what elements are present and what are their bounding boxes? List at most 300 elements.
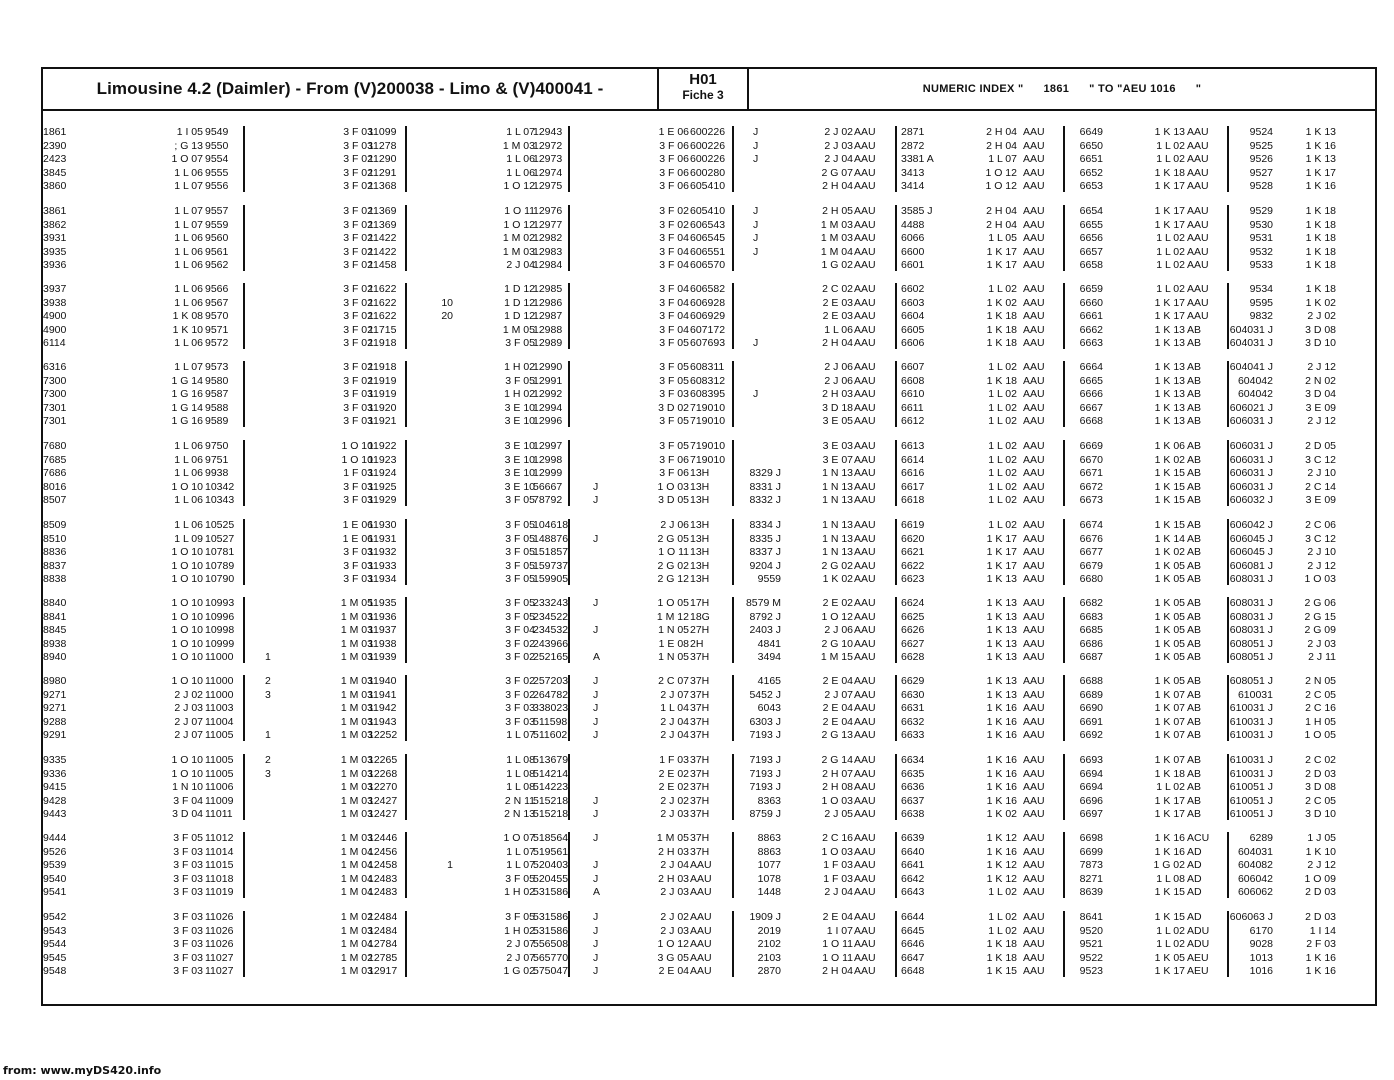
entry-field: 11015 (205, 859, 234, 872)
entry-field: AAU (854, 205, 876, 217)
entry-field: 6639 (901, 832, 925, 844)
entry-field: 3 F 06 (659, 453, 689, 466)
entry-field: 2 J 12 (1307, 361, 1336, 373)
entry-field: 1 K 02 (986, 296, 1017, 309)
entry-field: 2 J 12 (1307, 859, 1336, 872)
entry-field: 1 L 02 (988, 467, 1017, 480)
index-entry (43, 259, 1373, 272)
entry-field: 6660 (1079, 296, 1103, 309)
entry-field: AAU (854, 924, 876, 937)
entry-field: 1 K 02 (1154, 453, 1185, 466)
entry-field: 1 O 03 (821, 794, 853, 807)
entry-field: 1 O 03 (1304, 573, 1336, 586)
entry-field: 6676 (1079, 532, 1103, 545)
entry-field: 3937 (43, 283, 67, 295)
entry-field: 9529 (1249, 205, 1273, 217)
entry-field: AAU (854, 781, 876, 794)
entry-field: 515218 (533, 808, 569, 821)
entry-field: 3 F 03 (505, 702, 535, 715)
entry-field: AAU (1187, 245, 1209, 258)
entry-field: 3 F 03 (173, 911, 203, 923)
entry-field: 1 M 03 (340, 794, 373, 807)
index-entry (43, 219, 1373, 232)
entry-field: 1 K 16 (986, 845, 1017, 858)
entry-field: AAU (1023, 480, 1045, 493)
entry-field: 9291 (43, 729, 67, 742)
entry-field: 3 F 03 (173, 886, 203, 899)
entry-field: 3 F 05 (659, 415, 689, 428)
index-to: " TO "AEU 1016 (1089, 83, 1176, 95)
entry-field: 1 K 16 (1154, 845, 1185, 858)
entry-field: 6693 (1079, 754, 1103, 766)
entry-field: 13H (690, 467, 710, 480)
entry-field: AAU (854, 845, 876, 858)
entry-field: 6689 (1079, 688, 1103, 701)
entry-field: 719010 (690, 440, 726, 452)
entry-field: 1 K 16 (986, 754, 1017, 766)
entry-field: 3 F 02 (343, 205, 373, 217)
entry-field: 6316 (43, 361, 67, 373)
entry-field: 3 F 03 (343, 139, 373, 152)
entry-field: 3 F 03 (343, 415, 373, 428)
entry-field: 2 G 05 (657, 532, 689, 545)
entry-field: 3 F 03 (505, 715, 535, 728)
entry-field: 3 F 02 (343, 153, 373, 166)
index-entry (43, 519, 1373, 532)
entry-field: J (593, 859, 599, 872)
entry-field: AAU (1023, 153, 1045, 166)
entry-field: 7193 J (749, 781, 781, 794)
entry-field: 2 G 07 (821, 166, 853, 179)
entry-field: AAU (854, 965, 876, 978)
entry-field: 3 F 06 (659, 153, 689, 166)
entry-field: AAU (1023, 832, 1045, 844)
entry-field: 1 K 16 (986, 715, 1017, 728)
entry-field: 1 M 03 (340, 781, 373, 794)
entry-field: 2 (265, 675, 271, 687)
entry-field: 1 O 03 (657, 480, 689, 493)
entry-field: 1 K 18 (986, 323, 1017, 336)
entry-field: 1 K 13 (1154, 337, 1185, 350)
entry-field: 8337 J (749, 546, 781, 559)
entry-field: AAU (854, 323, 876, 336)
entry-field: 2102 (757, 938, 781, 951)
entry-field: 9554 (205, 153, 229, 166)
entry-field: AAU (1187, 259, 1209, 272)
entry-field: 6607 (901, 361, 925, 373)
entry-field: 2 J 11 (1308, 651, 1336, 664)
entry-field: 6692 (1079, 729, 1103, 742)
entry-field: AAU (854, 153, 876, 166)
entry-field: J (753, 153, 759, 166)
entry-field: 9544 (43, 938, 67, 951)
entry-field: 8334 J (749, 519, 781, 531)
entry-field: 12785 (368, 951, 398, 964)
entry-field: 9534 (1249, 283, 1273, 295)
entry-field: 3494 (757, 651, 781, 664)
entry-field: 11933 (368, 559, 397, 572)
entry-field: J (593, 494, 599, 507)
entry-field: 1 K 13 (986, 637, 1017, 650)
entry-field: 1 M 03 (340, 729, 373, 742)
entry-field: 1 K 13 (986, 624, 1017, 637)
entry-field: 11458 (368, 259, 397, 272)
entry-field: AAU (854, 911, 876, 923)
entry-field: 1 M 03 (340, 637, 373, 650)
entry-field: 2 E 04 (822, 911, 853, 923)
entry-field: 3845 (43, 166, 67, 179)
entry-field: 1 O 07 (503, 832, 535, 844)
entry-field: 604042 (1237, 388, 1273, 401)
entry-field: 3 F 05 (659, 337, 689, 350)
entry-field: ADU (1187, 924, 1210, 937)
entry-field: 7686 (43, 467, 67, 480)
entry-field: 8329 J (749, 467, 781, 480)
entry-field: AAU (1023, 374, 1045, 387)
entry-field: 11006 (205, 781, 234, 794)
entry-field: 1 M 05 (340, 597, 373, 609)
entry-field: 11099 (368, 126, 397, 138)
entry-field: 1 L 08 (506, 781, 535, 794)
entry-field: 8641 (1079, 911, 1103, 923)
entry-field: 2 J 04 (506, 259, 535, 272)
entry-field: 1 H 02 (504, 924, 535, 937)
entry-field: 2 J 07 (174, 729, 203, 742)
entry-field: 1 K 17 (1154, 296, 1185, 309)
entry-field: 2 J 04 (824, 886, 853, 899)
entry-field: 604031 (1237, 845, 1273, 858)
entry-field: 1 K 18 (986, 951, 1017, 964)
entry-field: 2 C 06 (1305, 519, 1336, 531)
entry-field: AAU (854, 337, 876, 350)
entry-field: 9548 (43, 965, 67, 978)
entry-field: AAU (1023, 859, 1045, 872)
entry-field: 10 (441, 296, 453, 309)
entry-field: 2 G 10 (821, 637, 853, 650)
entry-field: AAU (1023, 637, 1045, 650)
entry-field: 1 K 13 (1154, 415, 1185, 428)
entry-field: 13H (690, 546, 710, 559)
entry-field: 11622 (368, 310, 397, 323)
entry-field: 1 O 12 (821, 610, 853, 623)
index-body (43, 111, 1375, 1004)
entry-field: AAU (854, 180, 876, 193)
entry-field: 608395 (690, 388, 726, 401)
entry-field: 7300 (43, 374, 67, 387)
entry-field: 3 F 02 (343, 218, 373, 231)
entry-field: 2 G 09 (1304, 624, 1336, 637)
entry-field: 3 F 04 (505, 624, 535, 637)
entry-field: 3 D 10 (1305, 337, 1336, 350)
entry-field: 3861 (43, 205, 67, 217)
entry-field: 8509 (43, 519, 67, 531)
entry-field: 2 J 06 (824, 374, 853, 387)
entry-field: 1 K 18 (1305, 232, 1336, 245)
entry-field: AAU (854, 126, 876, 138)
entry-field: 6623 (901, 573, 925, 586)
entry-field: 234522 (533, 610, 569, 623)
entry-field: 3 E 10 (504, 453, 535, 466)
entry-field: AAU (854, 859, 876, 872)
entry-field: 12974 (533, 166, 563, 179)
entry-field: 3381 A (901, 153, 934, 166)
entry-field: 1 K 14 (1154, 532, 1185, 545)
entry-field: 1 K 06 (1154, 440, 1185, 452)
entry-field: 2 H 04 (822, 180, 853, 193)
entry-field: 9543 (43, 924, 67, 937)
entry-field: AEU (1187, 951, 1209, 964)
entry-field: 1 F 03 (823, 872, 853, 885)
entry-field: 12427 (368, 808, 398, 821)
entry-field: 8863 (757, 832, 781, 844)
index-entry (43, 283, 1373, 296)
entry-field: 1 L 02 (988, 415, 1017, 428)
entry-field: 1 M 03 (340, 965, 373, 978)
entry-field: 608031 J (1229, 610, 1273, 623)
entry-field: 1 O 10 (171, 546, 203, 559)
entry-field: 2 J 03 (660, 924, 689, 937)
entry-field: 6672 (1079, 480, 1103, 493)
entry-field: 6601 (901, 259, 925, 272)
entry-field: 6644 (901, 911, 925, 923)
entry-field: 12972 (533, 139, 563, 152)
entry-field: 243966 (533, 637, 569, 650)
entry-field: 3 F 03 (173, 872, 203, 885)
entry-field: 8639 (1079, 886, 1103, 899)
entry-field: AAU (854, 573, 876, 586)
entry-field: 3931 (43, 232, 67, 245)
entry-field: 606031 J (1229, 467, 1273, 480)
entry-field: 1 M 02 (502, 232, 535, 245)
entry-field: 3 F 06 (659, 180, 689, 193)
entry-field: 608311 (690, 361, 725, 373)
entry-field: 2 H 03 (822, 388, 853, 401)
entry-field: AAU (854, 637, 876, 650)
entry-field: 608051 J (1229, 651, 1273, 664)
entry-field: 2 J 06 (660, 519, 689, 531)
index-entry (43, 965, 1373, 978)
entry-field: 2 J 07 (824, 688, 853, 701)
entry-field: J (593, 715, 599, 728)
entry-field: AAU (854, 310, 876, 323)
entry-field: 1 L 08 (506, 767, 535, 780)
entry-field: 2 G 14 (821, 754, 853, 766)
entry-field: 11012 (205, 832, 234, 844)
entry-field: 1 K 16 (1305, 951, 1336, 964)
entry-field: 2 J 04 (660, 715, 689, 728)
entry-field: 9938 (205, 467, 229, 480)
entry-field: 37H (690, 794, 710, 807)
entry-field: 1 K 17 (1154, 794, 1185, 807)
index-entry (43, 402, 1373, 415)
entry-field: AAU (1023, 754, 1045, 766)
entry-field: 1 M 03 (340, 924, 373, 937)
entry-field: 13H (690, 494, 710, 507)
entry-field: 1 K 16 (986, 767, 1017, 780)
entry-field: 1448 (757, 886, 781, 899)
entry-field: 1 K 16 (1154, 832, 1185, 844)
entry-field: J (593, 688, 599, 701)
entry-field: AAU (1023, 232, 1045, 245)
entry-field: 6303 J (749, 715, 781, 728)
entry-field: AAU (854, 283, 876, 295)
entry-field: 9526 (43, 845, 67, 858)
entry-field: 12484 (368, 911, 398, 923)
entry-field: 3 F 02 (343, 296, 373, 309)
entry-field: AD (1187, 886, 1202, 899)
index-entry (43, 938, 1373, 951)
entry-field: 6690 (1079, 702, 1103, 715)
entry-field: 9415 (43, 781, 67, 794)
entry-field: AAU (854, 232, 876, 245)
entry-field: 2103 (757, 951, 781, 964)
entry-field: AAU (854, 688, 876, 701)
entry-field: 11923 (368, 453, 397, 466)
entry-field: J (593, 924, 599, 937)
entry-field: AAU (1023, 845, 1045, 858)
index-entry (43, 675, 1373, 688)
entry-field: 2 J 06 (824, 361, 853, 373)
entry-field: 1 L 07 (174, 218, 203, 231)
entry-field: 511598 (533, 715, 568, 728)
entry-field: 1 K 07 (1154, 702, 1185, 715)
index-entry (43, 573, 1373, 586)
entry-field: 8507 (43, 494, 67, 507)
entry-field: 27H (690, 624, 710, 637)
entry-field: 1 K 15 (1154, 494, 1185, 507)
entry-field: 12999 (533, 467, 563, 480)
entry-field: 9560 (205, 232, 229, 245)
entry-field: 78792 (533, 494, 563, 507)
entry-field: 1 O 10 (171, 675, 203, 687)
entry-field: 2 H 03 (658, 872, 689, 885)
entry-field: 8837 (43, 559, 67, 572)
entry-field: AAU (1023, 715, 1045, 728)
entry-field: AAU (1187, 139, 1209, 152)
entry-field: AAU (854, 480, 876, 493)
entry-field: 9428 (43, 794, 67, 807)
entry-field: 11011 (205, 808, 233, 821)
entry-field: AAU (1023, 415, 1045, 428)
entry-field: 2 (265, 754, 271, 766)
entry-field: 3 G 05 (657, 951, 689, 964)
entry-field: 37H (690, 715, 710, 728)
entry-field: 1 K 05 (1154, 637, 1185, 650)
entry-field: AAU (1023, 166, 1045, 179)
entry-field: 3 F 04 (659, 310, 689, 323)
entry-field: 17H (690, 597, 710, 609)
entry-field: AB (1187, 637, 1202, 650)
entry-field: AB (1187, 361, 1202, 373)
entry-field: 610031 J (1229, 754, 1273, 766)
entry-field: 11005 (205, 767, 234, 780)
entry-field: 2 F 03 (1306, 938, 1336, 951)
entry-field: 2 J 07 (174, 715, 203, 728)
entry-field: 3 F 05 (505, 597, 535, 609)
entry-field: 2 J 07 (660, 688, 689, 701)
entry-field: 1 L 06 (824, 323, 853, 336)
entry-field: 1 O 12 (985, 180, 1017, 193)
entry-field: 11715 (368, 323, 397, 336)
entry-field: 6698 (1079, 832, 1103, 844)
entry-field: 12483 (368, 886, 398, 899)
entry-field: AAU (690, 859, 712, 872)
entry-field: 6627 (901, 637, 925, 650)
entry-field: 1 L 06 (174, 519, 203, 531)
entry-field: 3 F 02 (343, 232, 373, 245)
entry-field: 2H (690, 637, 704, 650)
entry-field: 6606 (901, 337, 925, 350)
entry-field: 1 L 06 (506, 153, 535, 166)
entry-field: 1 K 10 (1305, 845, 1336, 858)
entry-field: 6673 (1079, 494, 1103, 507)
entry-field: AAU (1023, 886, 1045, 899)
entry-field: 1 (265, 651, 271, 664)
entry-field: 1 K 17 (1154, 808, 1185, 821)
entry-field: 2 J 10 (1307, 546, 1336, 559)
entry-field: 2 E 02 (658, 781, 689, 794)
entry-field: 1 G 16 (171, 388, 203, 401)
entry-field: AAU (854, 729, 876, 742)
entry-field: 2 D 05 (1305, 440, 1336, 452)
entry-field: J (593, 872, 599, 885)
entry-field: 2 E 04 (822, 675, 853, 687)
entry-field: 2 H 03 (658, 845, 689, 858)
entry-field: 606031 J (1229, 480, 1273, 493)
entry-field: 607172 (690, 323, 726, 336)
entry-field: 10998 (205, 624, 235, 637)
entry-field: 13H (690, 519, 710, 531)
entry-field: 6625 (901, 610, 925, 623)
entry-field: J (593, 729, 599, 742)
entry-field: 6634 (901, 754, 925, 766)
entry-field: 1 E 06 (658, 126, 689, 138)
entry-field: 2390 (43, 139, 67, 152)
entry-field: 3 F 03 (343, 126, 373, 138)
entry-field: 5452 J (749, 688, 781, 701)
entry-field: 6600 (901, 245, 925, 258)
entry-field: AAU (690, 872, 712, 885)
entry-field: J (753, 232, 759, 245)
entry-field: AB (1187, 401, 1202, 414)
entry-field: 3 F 05 (505, 494, 535, 507)
entry-field: J (753, 245, 759, 258)
entry-field: 1 K 12 (986, 832, 1017, 844)
entry-field: 6694 (1079, 767, 1103, 780)
entry-field: 3 F 02 (505, 688, 535, 701)
entry-field: 8838 (43, 573, 67, 586)
entry-field: 719010 (690, 453, 726, 466)
entry-field: 3 F 05 (505, 911, 535, 923)
entry-field: 9520 (1079, 924, 1103, 937)
entry-field: ; G 13 (174, 139, 203, 152)
index-entry (43, 467, 1373, 480)
entry-field: 1 L 06 (174, 259, 203, 272)
entry-field: 6677 (1079, 546, 1103, 559)
entry-field: AAU (854, 296, 876, 309)
entry-field: 11000 (205, 651, 234, 664)
entry-field: 6605 (901, 323, 925, 336)
entry-field: 1 M 02 (340, 911, 373, 923)
entry-field: 6683 (1079, 610, 1103, 623)
entry-field: 1 L 07 (506, 729, 535, 742)
entry-field: 1 L 02 (988, 480, 1017, 493)
entry-field: 10525 (205, 519, 235, 531)
entry-field: J (593, 624, 599, 637)
entry-field: 6633 (901, 729, 925, 742)
entry-field: 12985 (533, 283, 563, 295)
entry-field: 1 M 03 (340, 702, 373, 715)
